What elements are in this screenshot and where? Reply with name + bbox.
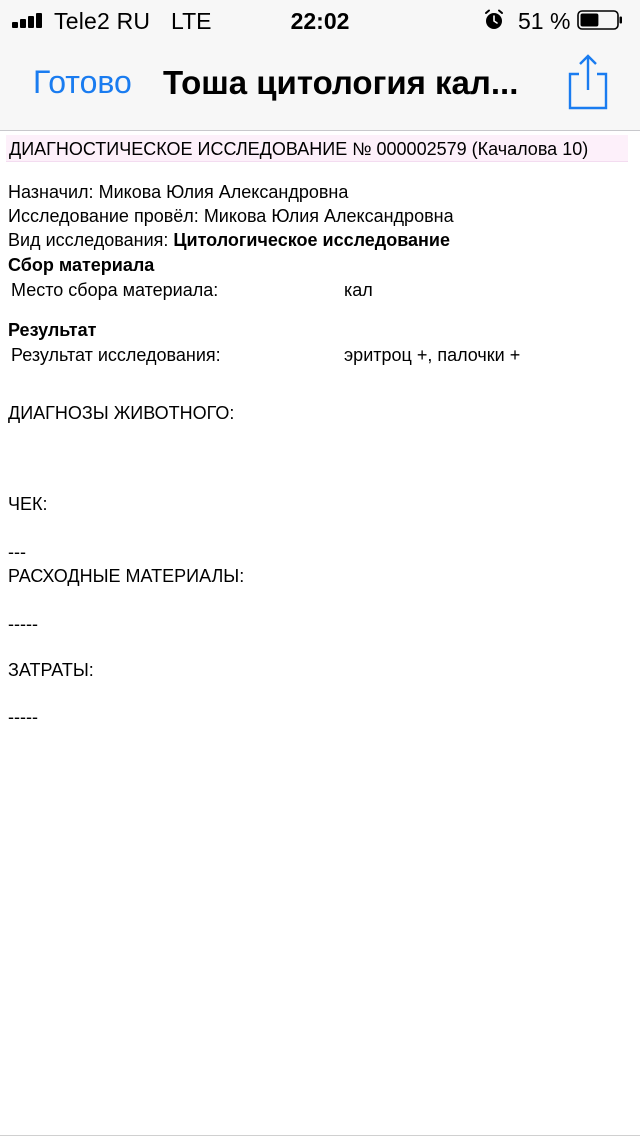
study-type-row — [8, 228, 450, 252]
share-icon[interactable] — [565, 52, 611, 112]
study-type-label: Вид исследования: — [8, 230, 169, 250]
battery-icon — [577, 10, 623, 30]
document-header-text: ДИАГНОСТИЧЕСКОЕ ИССЛЕДОВАНИЕ № 000002579 (Качалова 10) — [9, 139, 589, 159]
study-type-value: Цитологическое исследование — [173, 230, 450, 250]
clock: 22:02 — [290, 8, 350, 34]
result-section-title: Результат — [8, 320, 97, 340]
battery-percent: 51 % — [518, 8, 571, 34]
page-title: Тоша цитология кал... — [163, 64, 519, 101]
costs-value: ----- — [8, 707, 38, 727]
alarm-clock-icon — [483, 9, 505, 31]
result-label: Результат исследования: — [11, 345, 221, 365]
collection-section-title: Сбор материала — [8, 255, 155, 275]
carrier-name: Tele2 RU — [54, 8, 151, 34]
performed-by-label: Исследование провёл: — [8, 206, 199, 226]
check-value: --- — [8, 542, 26, 562]
done-button[interactable]: Готово — [33, 64, 132, 100]
network-type: LTE — [171, 8, 212, 34]
assigned-by-value: Микова Юлия Александровна — [98, 182, 349, 202]
document-header — [6, 135, 628, 162]
navigation-bar — [0, 40, 640, 131]
materials-label: РАСХОДНЫЕ МАТЕРИАЛЫ: — [8, 566, 245, 586]
costs-label: ЗАТРАТЫ: — [8, 660, 94, 680]
performed-by-value: Микова Юлия Александровна — [203, 206, 454, 226]
assigned-by-label: Назначил: — [8, 182, 94, 202]
collection-place-value: кал — [344, 280, 373, 300]
performed-by-row — [8, 204, 454, 228]
assigned-by-row — [8, 180, 348, 204]
materials-value: ----- — [8, 614, 38, 634]
diagnoses-label: ДИАГНОЗЫ ЖИВОТНОГО: — [8, 403, 235, 423]
status-bar — [0, 0, 640, 40]
check-label: ЧЕК: — [8, 494, 48, 514]
result-value: эритроц +, палочки + — [344, 345, 521, 365]
collection-place-label: Место сбора материала: — [11, 280, 219, 300]
